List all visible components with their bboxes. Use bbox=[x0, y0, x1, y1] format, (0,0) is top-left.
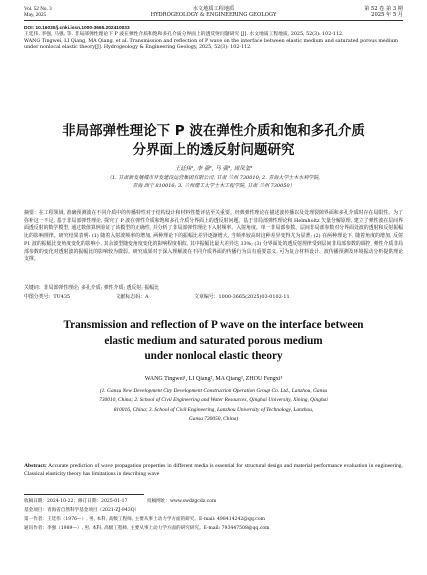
footnote-row-dates bbox=[24, 497, 403, 506]
authors-en: WANG Tingwei¹, LI Qiang², MA Qiang³, ZHOU Fengxi³ bbox=[144, 376, 283, 382]
doi[interactable]: DOI: 10.16030/j.cnki.issn.1000-3665.202410033 bbox=[24, 26, 130, 31]
abstract-en-text: Accurate prediction of wave propagation properties in different media is essential for structural design and material performance evaluation in engineering. Classical elasticity theory has limitations in describing wave bbox=[24, 463, 403, 478]
volume-issue-cn: 第 52 卷 第 3 期 bbox=[364, 6, 403, 12]
volume-issue: Vol. 52 No. 3 bbox=[24, 6, 52, 12]
affiliation-en-line4: Gansu 730050, China) bbox=[188, 415, 239, 422]
first-author-info: 第一作者：王廷伟（1976—）, 男, 本科, 高级工程师, 主要从事土动力学方面的研究。E-mail: 498414242@qq.com bbox=[24, 517, 265, 522]
abstract-en bbox=[24, 462, 403, 478]
header-right bbox=[364, 6, 403, 18]
citation-cn: 王廷伟, 李强, 马强, 等. 非局部弹性理论下 P 波在弹性介质和饱和多孔介质分界面上的透反射问题研究 [J]. 水文地质工程地质, 2025, 52(3): 102-112. bbox=[24, 32, 344, 38]
issue-date-cn: 2025 年 5 月 bbox=[371, 12, 403, 19]
abstract-cn: 摘要：在工程领域, 准确预测波在不同介质中的传播特性对于结构设计和材料性能评估至关重要。经典弹性理论在描述波传播以及处理裂隙界面和多孔介质时存在局限性。为了弥补这一不足, 基于非局部弹性理论, 探究了 P 波在弹性介质和饱和多孔介质分界面上的透反射问题。基于非局部弹性理论和 Helmholtz 矢量分解原理, 建立了弹性波在层间界面透反射的数学模型, 通过数值算例验证了该模型的正确性, 并分析了非局部弹性理论下入射频率、入射角度、单一非局部参数、层间非局部参数对分界面处波的透射和反射振幅比的影响规律。研究结果表明: (1) 随着入射波频率的增加, 两种理论下的振幅比差异逐渐增大, 当频率较高时这种差异变得尤为显著; (2) 在两种理论下, 随着角度的增加, 反射 P1 波的振幅比变角度变化的影响小, 其余波型随变角度变化的影响程度相似, 其中振幅比最大差异达 33%; (3) 分界面处的透反射规律受到层间非局部参数的调控, 弹性介质非局部参数的变化对透射波的振幅比的影响较为微弱。研究成果对于深入理解波在不同介质界面的传播行为具有重要意义, 可为复合材料设计、波传播预测及环境振动分析提供理论支撑。 bbox=[24, 210, 403, 263]
title-en bbox=[30, 318, 397, 365]
affiliations-en bbox=[40, 387, 387, 424]
received-date: 收稿日期：2024-10-22；修订日期：2025-01-17 bbox=[24, 499, 128, 504]
authors-cn: 王廷伟¹, 李 强², 马 强³, 周凤玺³ bbox=[174, 166, 253, 172]
title-cn-line2: 分界面上的透反射问题研究 bbox=[132, 142, 295, 158]
title-cn bbox=[20, 122, 407, 160]
header-divider bbox=[24, 20, 403, 21]
affiliation-en-line1: (1. Gansu New Development City Development Construction Operation Group Co. Ltd., Lanzhou, Gansu bbox=[99, 388, 328, 394]
page-header bbox=[24, 4, 403, 28]
affiliation-en-line3: 810016, China; 3. School of Civil Engineering, Lanzhou University of Technology, Lanzhou, bbox=[113, 406, 314, 413]
keywords-cn: 关键词：非局部弹性理论; 多孔介质; 弹性介质; 透反射; 振幅比 bbox=[24, 285, 160, 291]
affiliation-cn-line1: （1. 甘肃新发展城市开发建设运营集团有限公司, 甘肃 兰州 730010; 2. 青海大学土木水利学院, bbox=[106, 175, 321, 181]
classification-cn bbox=[24, 294, 403, 301]
title-en-line2: elastic medium and saturated porous medium bbox=[104, 334, 323, 347]
title-cn-line1: 非局部弹性理论下 P 波在弹性介质和饱和多孔介质 bbox=[62, 123, 365, 139]
article-number: 文章编号：1000-3665(2025)03-0102-11 bbox=[194, 294, 290, 300]
journal-name-cn: 水文地质工程地质 bbox=[192, 6, 235, 12]
article-meta bbox=[24, 26, 403, 52]
footnote-divider bbox=[24, 494, 144, 495]
header-center bbox=[24, 6, 403, 18]
corresponding-author-info: 通讯作者：李强（1989—）, 男, 本科, 高级工程师, 主要从事土动力学方面的研究研究。E-mail: 793447508@qq.com bbox=[24, 526, 270, 531]
fund-info: 基金项目：青海省自然科学基金项目（2021-ZJ-943Q） bbox=[24, 508, 140, 513]
submission-site[interactable]: 投稿网址：www.swdzgcdz.com bbox=[146, 499, 217, 504]
title-en-line3: under nonlocal elastic theory bbox=[144, 350, 283, 362]
clc-number: 中图分类号：TU435 bbox=[24, 294, 71, 300]
citation-en: WANG Tingwei, LI Qiang, MA Qiang, et al. Transmission and reflection of P wave on the interface between elastic medium and saturated porous medium under nonlocal elastic theory[J]. Hydrogeology & Engineering Geology, 2025, 52(3): 102-112. bbox=[24, 38, 398, 51]
journal-name-en: HYDROGEOLOGY & ENGINEERING GEOLOGY bbox=[150, 12, 277, 19]
abstract-en-label: Abstract: bbox=[24, 463, 47, 469]
issue-date: May, 2025 bbox=[24, 12, 47, 19]
affiliation-cn-line2: 青海 西宁 810016; 3. 兰州理工大学土木工程学院, 甘肃 兰州 730050） bbox=[132, 183, 295, 189]
title-en-line1: Transmission and reflection of P wave on the interface between bbox=[63, 319, 364, 331]
footnotes bbox=[24, 497, 403, 533]
document-code: 文献标志码：A bbox=[115, 294, 149, 300]
affiliations-cn bbox=[40, 174, 387, 190]
affiliation-en-line2: 730010, China; 2. School of Civil Engineering and Water Resources, Qinghai University, Xining, Qinghai bbox=[99, 397, 328, 404]
